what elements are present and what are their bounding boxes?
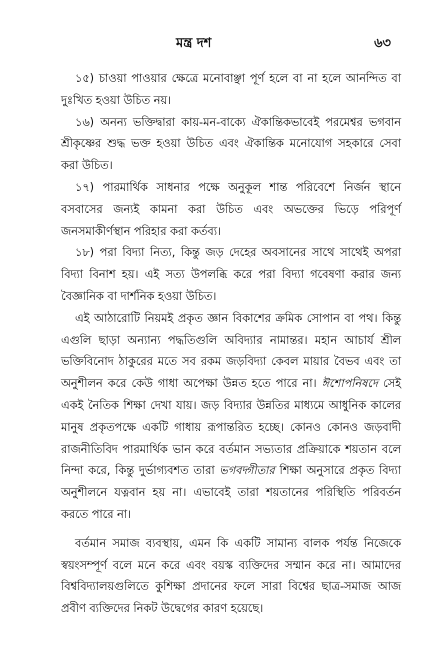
running-header — [0, 34, 435, 56]
italic-book-title-isopanisad: ঈশোপনিষদে — [321, 377, 378, 391]
paragraph-text-segment: এই আঠারোটি নিয়মই প্রকৃত জ্ঞান বিকাশের ক্রমিক সোপান বা পথ। কিন্তু এগুলি ছাড়া অন্যান্য পদ্ধতিগুলি অবিদ্যার নামান্তর। মহান আচার্য শ্রীল ভক্তিবিনোদ ঠাকুরের মতে সব রকম জড়বিদ্যা কেবল মায়ার বৈভব এবং তা অনুশীলন করে কেউ গাধা অপেক্ষা উন্নত হতে পারে না। — [61, 311, 401, 391]
italic-book-title-gita: ভগবদ্গীতার — [219, 464, 275, 478]
paragraph-text-segment: শিক্ষা অনুসারে প্রকৃত বিদ্যা অনুশীলনে যত্নবান হয় না। এভাবেই তারা শয়তানের পরিস্থিতি পরিবর্তন করতে পারে না। — [61, 464, 402, 521]
body-text — [61, 68, 401, 620]
paragraph-rule-18: ১৮) পরা বিদ্যা নিত্য, কিন্তু জড় দেহের অবসানের সাথে সাথেই অপরা বিদ্যা বিনাশ হয়। এই সত্য উপলব্ধি করে পরা বিদ্যা গবেষণা করার জন্য বৈজ্ঞানিক বা দার্শনিক হওয়া উচিত। — [61, 246, 401, 303]
paragraph-rule-16: ১৬) অনন্য ভক্তিদ্বারা কায়-মন-বাক্যে ঐকান্তিকভাবেই পরমেশ্বর ভগবান শ্রীকৃষ্ণের শুদ্ধ ভক্ত হওয়া উচিত এবং ঐকান্তিক মনোযোগ সহকারে সেবা করা উচিত। — [61, 115, 401, 173]
paragraph-eighteen-principles — [61, 308, 401, 526]
paragraph-rule-15: ১৫) চাওয়া পাওয়ার ক্ষেত্রে মনোবাঞ্ছা পূর্ণ হলে বা না হলে আনন্দিত বা দুঃখিত হওয়া উচিত নয়। — [61, 72, 401, 107]
chapter-title: মন্ত্র দশ — [176, 36, 212, 51]
paragraph-rule-17: ১৭) পারমার্থিক সাধনার পক্ষে অনুকূল শান্ত পরিবেশে নির্জন স্থানে বসবাসের জন্যই কামনা করা উচিত এবং অভক্তের ভিড়ে পরিপূর্ণ জনসমাকীর্ণস্থান পরিহার করা কর্তব্য। — [61, 180, 401, 238]
paragraph-text-segment: সেই একই নৈতিক শিক্ষা দেখা যায়। জড় বিদ্যার উন্নতির মাধ্যমে আধুনিক কালের মানুষ প্রকৃতপক্ষে একটি গাধায় রূপান্তরিত হচ্ছে। কোনও কোনও জড়বাদী রাজনীতিবিদ পারমার্থিক ভান করে বর্তমান সভ্যতার প্রক্রিয়াকে শয়তান বলে নিন্দা করে, কিন্তু দুর্ভাগ্যবশত তারা — [61, 377, 401, 478]
paragraph-modern-society: বর্তমান সমাজ ব্যবস্থায়, এমন কি একটি সামান্য বালক পর্যন্ত নিজেকে স্বয়ংসম্পূর্ণ বলে মনে করে এবং বয়স্ক ব্যক্তিদের সম্মান করে না। আমাদের বিশ্ববিদ্যালয়গুলিতে কুশিক্ষা প্রদানের ফলে সারা বিশ্বের ছাত্র-সমাজ আজ প্রবীণ ব্যক্তিদের নিকট উদ্বেগের কারণ হয়েছে। — [61, 536, 401, 616]
page-number: ৬৩ — [374, 36, 391, 51]
